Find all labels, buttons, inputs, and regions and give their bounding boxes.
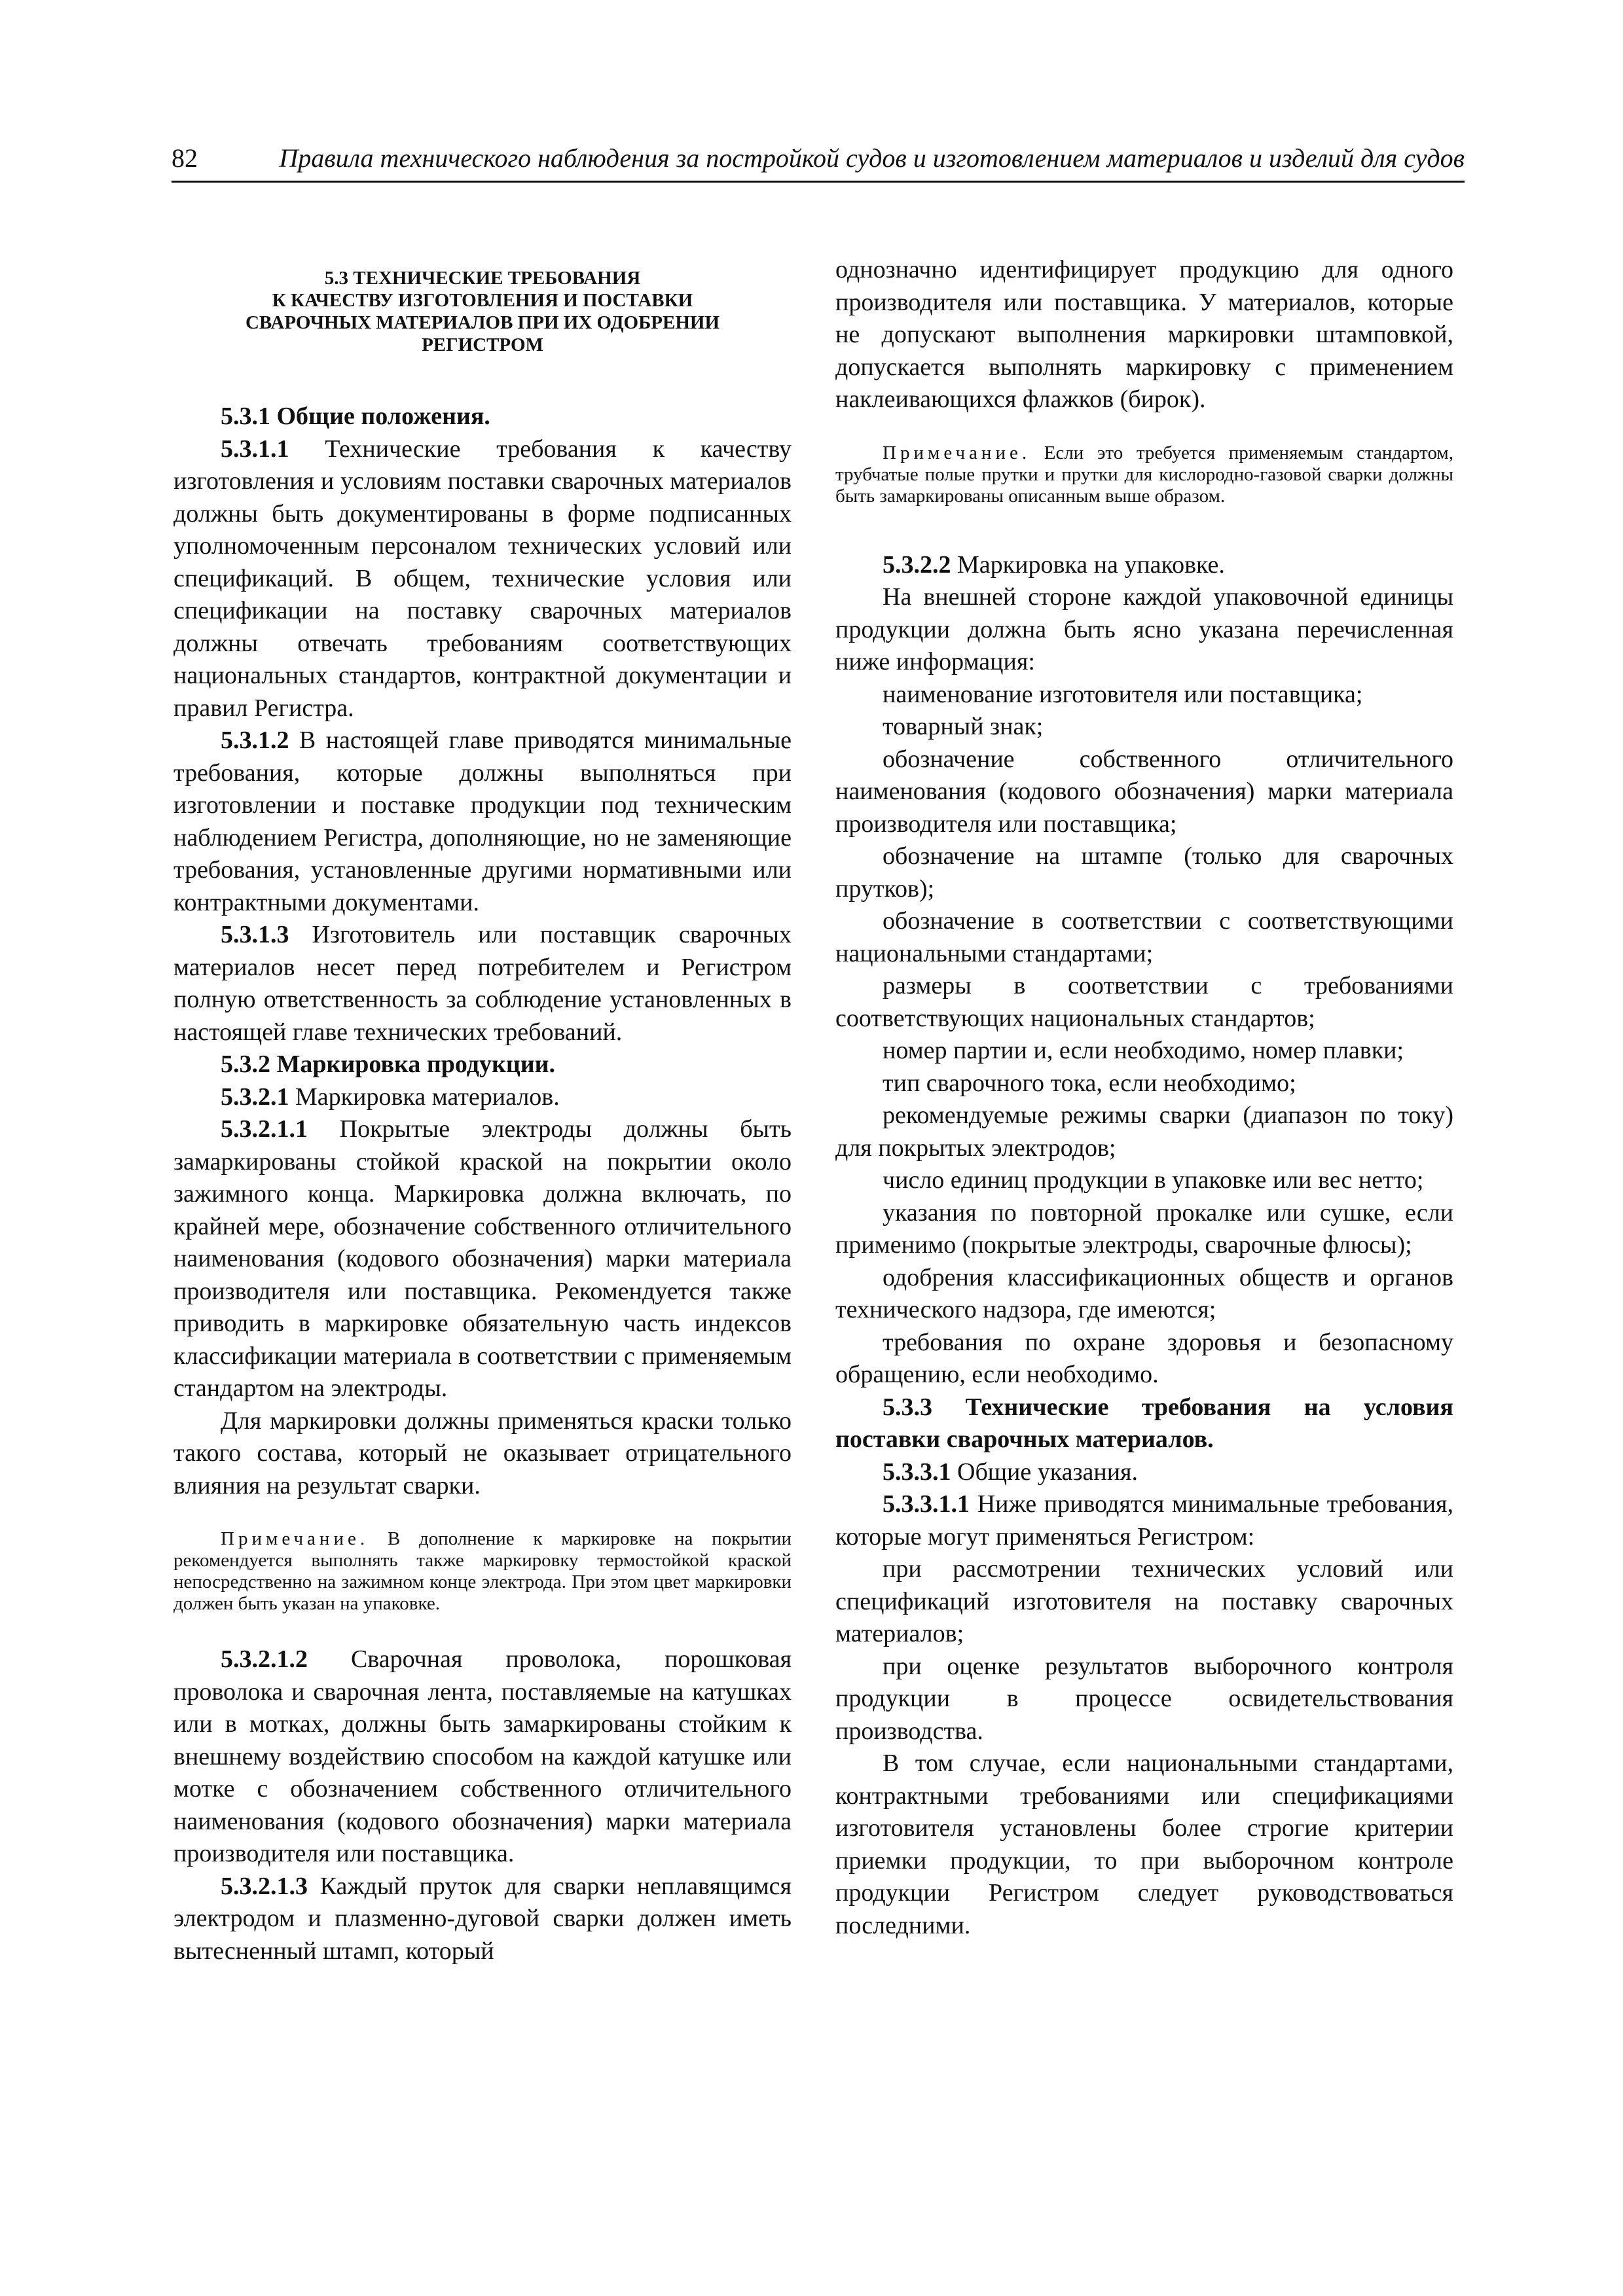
list-item: одобрения классификационных обществ и органов технического надзора, где имеются;	[835, 1263, 1453, 1323]
paragraph-5-3-2-1	[173, 1081, 792, 1114]
clause-text: Технические требования к качеству изготовления и условиям поставки сварочных материалов должны быть документированы в форме подписанных уполномоченным персоналом технических условий или спецификаций. В общем, технические условия или спецификации на поставку сварочных материалов должны отвечать требованиям соответствующих национальных стандартов, контрактной документации и правил Регистра.	[173, 435, 792, 722]
clause-number: 5.3.2.1.2	[221, 1645, 308, 1673]
heading-5-3-3: 5.3.3 Технические требования на условия поставки сварочных материалов.	[835, 1393, 1453, 1453]
list-item: номер партии и, если необходимо, номер плавки;	[883, 1037, 1404, 1064]
clause-number: 5.3.3.1	[883, 1458, 951, 1486]
clause-number: 5.3.3.1.1	[883, 1490, 970, 1518]
paragraph-5-3-2-1-3	[173, 1871, 792, 1968]
section-title	[187, 267, 778, 356]
clause-text: Каждый пруток для сварки неплавящимся электродом и плазменно-дуговой сварки должен иметь вытесненный штамп, который	[173, 1872, 792, 1965]
paragraph-5-3-3-1	[835, 1456, 1453, 1489]
note-label: Примечание.	[883, 442, 1031, 463]
clause-text: Сварочная проволока, порошковая проволока и сварочная лента, поставляемые на катушках или в мотках, должны быть замаркированы стойким к внешнему воздействию способом на каждой катушке или мотке с обозначением собственного отличительного наименования (кодового обозначения) марки материала производителя или поставщика.	[173, 1645, 792, 1867]
section-title-line: СВАРОЧНЫХ МАТЕРИАЛОВ ПРИ ИХ ОДОБРЕНИИ	[245, 312, 720, 333]
clause-text: Покрытые электроды должны быть замаркированы стойкой краской на покрытии около зажимного конца. Маркировка должна включать, по крайней мере, обозначение собственного отличительного наименования (кодового обозначения) марки материала производителя или поставщика. Рекомендуется также приводить в маркировке обязательную часть индексов классификации материала в соответствии с применяемым стандартом на электроды.	[173, 1115, 792, 1402]
paragraph-5-3-2-1-1	[173, 1113, 792, 1405]
paragraph-continuation: однозначно идентифицирует продукцию для одного производителя или поставщика. У материалов, которые не допускают выполнения маркировки штамповкой, допускается выполнять маркировку с применением наклеивающихся флажков (бирок).	[835, 256, 1453, 413]
clause-number: 5.3.1.3	[221, 921, 289, 948]
clause-text: Ниже приводятся минимальные требования, которые могут применяться Регистром:	[835, 1490, 1453, 1551]
paragraph-paints: Для маркировки должны применяться краски только такого состава, который не оказывает отрицательного влияния на результат сварки.	[173, 1407, 792, 1499]
list-item: указания по повторной прокалке или сушке, если применимо (покрытые электроды, сварочные флюсы);	[835, 1198, 1453, 1259]
list-item: обозначение собственного отличительного наименования (кодового обозначения) марки материала производителя или поставщика;	[835, 745, 1453, 838]
clause-number: 5.3.1.2	[221, 726, 289, 754]
page-number: 82	[172, 143, 198, 173]
note-text: Если это требуется применяемым стандартом, трубчатые полые прутки и прутки для кислородно-газовой сварки должны быть замаркированы описанным выше образом.	[835, 442, 1453, 507]
clause-number: 5.3.2.1.3	[221, 1872, 308, 1900]
heading-5-3-2: 5.3.2 Маркировка продукции.	[221, 1050, 556, 1078]
clause-text: Маркировка материалов.	[289, 1083, 560, 1111]
clause-text: Изготовитель или поставщик сварочных материалов несет перед потребителем и Регистром полную ответственность за соблюдение установленных в настоящей главе технических требований.	[173, 921, 792, 1046]
list-item: размеры в соответствии с требованиями соответствующих национальных стандартов;	[835, 972, 1453, 1032]
right-column	[835, 254, 1453, 1942]
clause-text: Общие указания.	[951, 1458, 1139, 1486]
section-title-line: 5.3 ТЕХНИЧЕСКИЕ ТРЕБОВАНИЯ	[324, 268, 641, 289]
note-1	[173, 1528, 792, 1615]
clause-text: В настоящей главе приводятся минимальные требования, которые должны выполняться при изготовлении и поставке продукции под техническим наблюдением Регистра, дополняющие, но не заменяющие требования, установленные другими нормативными или контрактными документами.	[173, 726, 792, 916]
note-label: Примечание.	[221, 1528, 369, 1549]
running-title: Правила технического наблюдения за постройкой судов и изготовлением материалов и изделий для судов	[279, 143, 1465, 173]
paragraph-outside: На внешней стороне каждой упаковочной единицы продукции должна быть ясно указана перечисленная ниже информация:	[835, 583, 1453, 675]
paragraph-5-3-3-1-1	[835, 1488, 1453, 1553]
section-title-line: К КАЧЕСТВУ ИЗГОТОВЛЕНИЯ И ПОСТАВКИ	[272, 290, 693, 311]
paragraph-5-3-1-2	[173, 725, 792, 919]
clause-number: 5.3.2.1.1	[221, 1115, 308, 1143]
page-header	[172, 143, 1465, 183]
list-item: обозначение на штампе (только для сварочных прутков);	[835, 842, 1453, 903]
clause-number: 5.3.2.1	[221, 1083, 289, 1111]
clause-text: Маркировка на упаковке.	[951, 550, 1225, 579]
heading-5-3-1: 5.3.1 Общие положения.	[221, 403, 490, 430]
clause-number: 5.3.2.2	[883, 550, 951, 579]
list-item: тип сварочного тока, если необходимо;	[883, 1069, 1296, 1097]
paragraph-5-3-2-2	[835, 549, 1453, 582]
note-text: В дополнение к маркировке на покрытии рекомендуется выполнять также маркировку термостойкой краской непосредственно на зажимном конце электрода. При этом цвет маркировки должен быть указан на упаковке.	[173, 1528, 792, 1614]
list-item: рекомендуемые режимы сварки (диапазон по току) для покрытых электродов;	[835, 1102, 1453, 1162]
clause-number: 5.3.1.1	[221, 435, 289, 463]
list-item: обозначение в соответствии с соответствующими национальными стандартами;	[835, 907, 1453, 967]
paragraph-5-3-1-3	[173, 919, 792, 1049]
header-rule	[172, 181, 1465, 183]
list-item: число единиц продукции в упаковке или вес нетто;	[883, 1166, 1424, 1194]
list-item: наименование изготовителя или поставщика;	[883, 680, 1363, 708]
list-item: товарный знак;	[883, 713, 1044, 740]
paragraph-5-3-2-1-2	[173, 1643, 792, 1871]
section-title-line: РЕГИСТРОМ	[422, 334, 543, 355]
left-column	[173, 254, 792, 1967]
paragraph-eval: при оценке результатов выборочного контроля продукции в процессе освидетельствования производства.	[835, 1652, 1453, 1745]
paragraph-review: при рассмотрении технических условий или спецификаций изготовителя на поставку сварочных материалов;	[835, 1555, 1453, 1647]
paragraph-5-3-1-1	[173, 433, 792, 725]
list-item: требования по охране здоровья и безопасному обращению, если необходимо.	[835, 1328, 1453, 1388]
note-2	[835, 442, 1453, 507]
paragraph-case: В том случае, если национальными стандартами, контрактными требованиями или спецификациями изготовителя установлены более строгие критерии приемки продукции, то при выборочном контроле продукции Регистром следует руководствоваться последними.	[835, 1749, 1453, 1939]
